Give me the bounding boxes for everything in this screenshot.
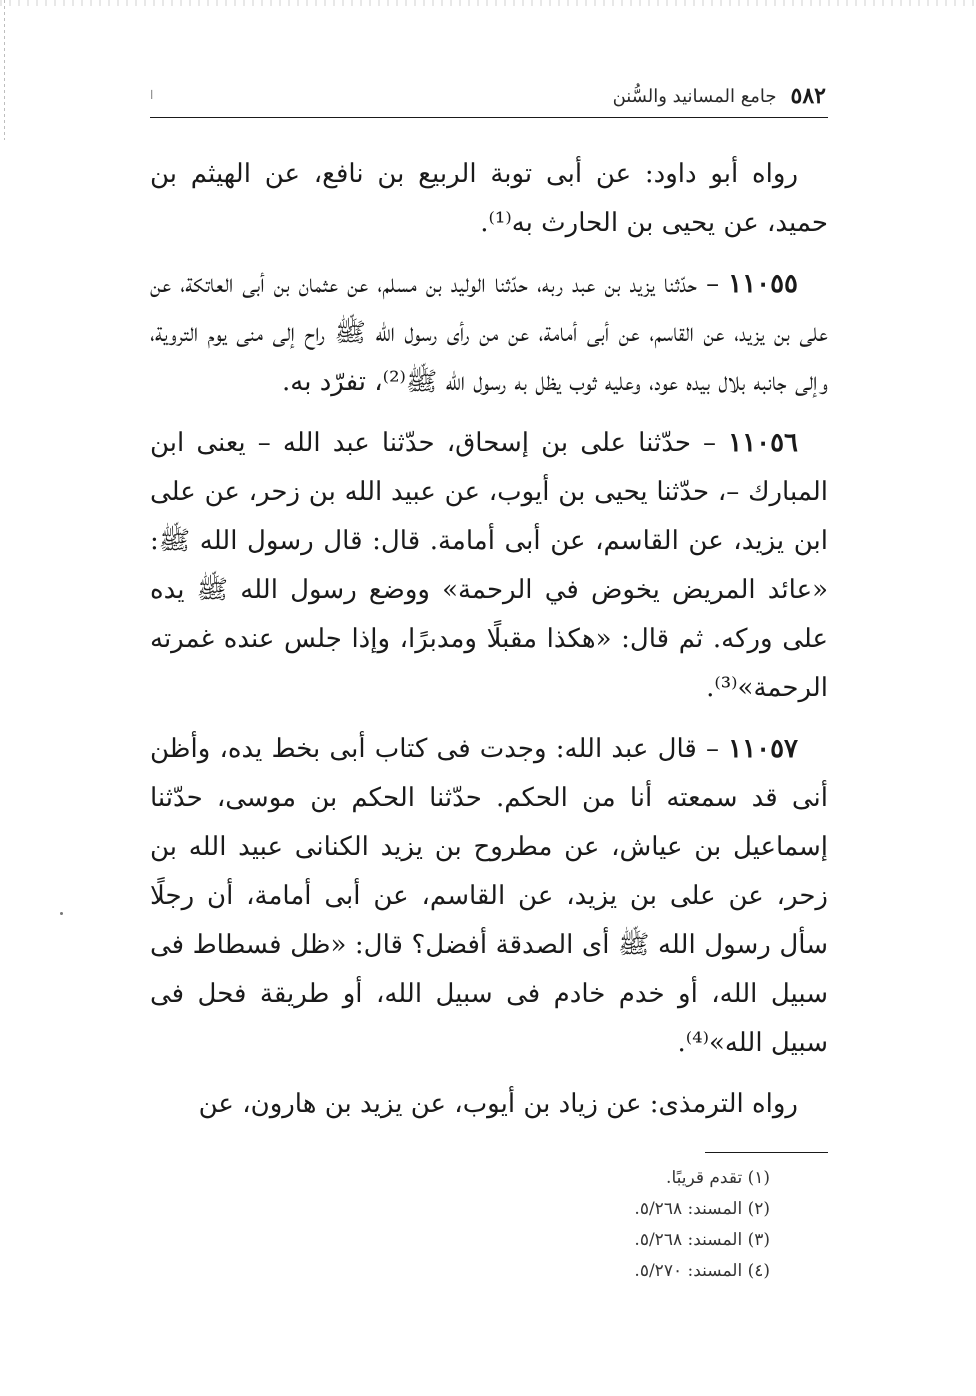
footnote-3: (٣) المسند: ٥/٢٦٨. [634,1230,770,1250]
paragraph-tirmidhi: رواه الترمذى: عن زياد بن أيوب، عن يزيد بن هارون، عن [198,1089,798,1119]
footnotes [150,1163,770,1287]
footnote-1: (١) تقدم قريبًا. [666,1168,770,1188]
paragraph-abu-dawud: رواه أبو داود: عن أبى توبة الربيع بن نافع، عن الهيثم بن حميد، عن يحيى بن الحارث به⁽¹⁾. [150,159,828,238]
hadith-number: ١١٠٥٦ [728,428,798,458]
footnote-rule [705,1152,828,1153]
page-number: ٥٨٢ [790,83,826,109]
header-rule [150,117,828,118]
hadith-text: – حدّثنا على بن إسحاق، حدّثنا عبد الله – يعنى ابن المبارك –، حدّثنا يحيى بن أيوب، عن عبيد الله بن زحر، عن على ابن يزيد، عن القاسم، عن أبى أمامة. قال: قال رسول الله ﷺ: «عائد المريض يخوض في الرحمة» ووضع رسول الله ﷺ يده على وركه. ثم قال: «هكذا مقبلًا ومدبرًا، وإذا جلس عنده غمرته الرحمة»⁽³⁾. [150,428,828,703]
footnote-4: (٤) المسند: ٥/٢٧٠. [634,1261,770,1281]
hadith-text: – حدّثنا يزيد بن عبد ربه، حدّثنا الوليد بن مسلم، عن عثمان بن أبى العاتكة، عن على بن يزيد، عن القاسم، عن أبى أمامة، عن من رأى رسول الله ﷺ راح إلى منى يوم التروية، وإلى جانبه بلال بيده عود، وعليه ثوب يظل به رسول الله ﷺ⁽²⁾، تفرّد به. [150,269,828,397]
paragraph-hadith-11056 [150,419,828,713]
hadith-number: ١١٠٥٧ [728,734,798,764]
book-title: جامع المسانيد والسُّنن [612,85,777,107]
scan-artifact-edge [4,0,5,140]
paragraph-hadith-11055 [150,260,828,407]
footnote-2: (٢) المسند: ٥/٢٦٨. [634,1199,770,1219]
hadith-text: – قال عبد الله: وجدت فى كتاب أبى بخط يده، وأظن أنى قد سمعته أنا من الحكم. حدّثنا الحكم بن موسى، حدّثنا إسماعيل بن عياش، عن مطروح بن يزيد الكنانى عبيد الله بن زحر، عن على بن يزيد، عن القاسم، عن أبى أمامة، أن رجلًا سأل رسول الله ﷺ أى الصدقة أفضل؟ قال: «ظل فسطاط فى سبيل الله، أو خدم خادم فى سبيل الله، أو طريقة فحل فى سبيل الله»⁽⁴⁾. [150,734,828,1058]
header-mark: ا [150,88,154,102]
scan-artifact-top [0,0,976,6]
running-head [150,78,826,114]
scan-speck [60,912,63,915]
body-text [150,150,828,1141]
hadith-number: ١١٠٥٥ [728,269,798,299]
paragraph-hadith-11057 [150,725,828,1068]
